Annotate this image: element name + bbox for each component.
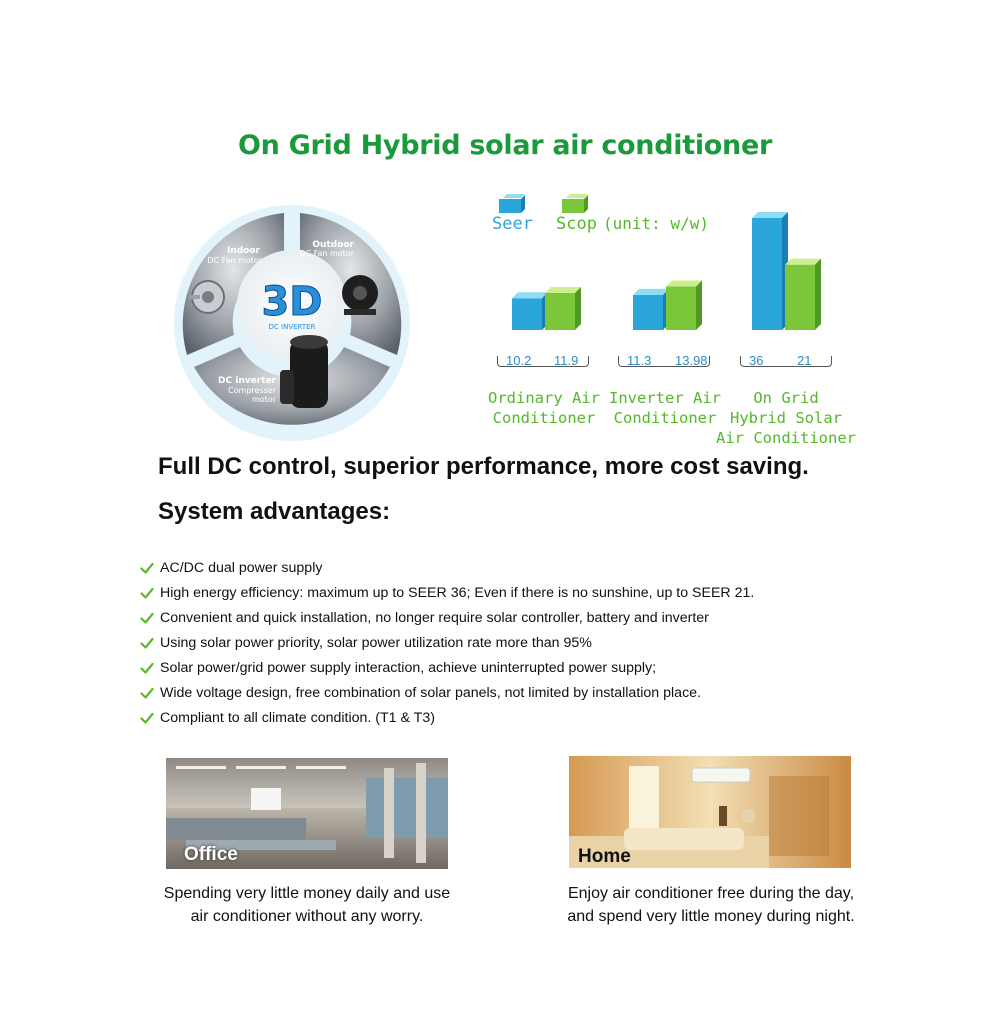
category-label-line: Conditioner	[492, 409, 596, 427]
efficiency-bar-chart	[480, 200, 860, 335]
category-label-line: Hybrid Solar	[730, 409, 842, 427]
advantages-list	[140, 555, 754, 730]
scop-bar	[666, 281, 702, 330]
scop-bar	[785, 259, 821, 330]
advantage-text: High energy efficiency: maximum up to SEER 36; Even if there is no sunshine, up to SEER 21.	[160, 584, 755, 601]
office-caption	[127, 882, 487, 928]
advantage-item	[140, 705, 754, 730]
advantage-item	[140, 680, 754, 705]
seer-bar	[752, 212, 788, 330]
check-icon	[140, 686, 154, 700]
advantage-item	[140, 580, 754, 605]
check-icon	[140, 611, 154, 625]
category-label	[706, 388, 866, 448]
category-label-line: Conditioner	[613, 409, 717, 427]
advantage-text: Wide voltage design, free combination of solar panels, not limited by installation place.	[160, 684, 702, 701]
check-icon	[140, 586, 154, 600]
advantage-text: Using solar power priority, solar power utilization rate more than 95%	[160, 634, 592, 651]
category-label-line: Air Conditioner	[716, 429, 856, 447]
indoor-sublabel: DC Fan motor	[207, 256, 262, 265]
outdoor-sublabel: DC Fan motor	[299, 249, 354, 258]
check-icon	[140, 711, 154, 725]
seer-value-label: 11.3	[627, 353, 652, 368]
advantage-item	[140, 605, 754, 630]
page-title: On Grid Hybrid solar air conditioner	[238, 130, 772, 161]
3d-subtext: DC INVERTER	[268, 323, 316, 331]
advantage-text: Solar power/grid power supply interaction, achieve uninterrupted power supply;	[160, 659, 657, 676]
seer-value-label: 10.2	[506, 353, 532, 368]
home-caption-line-2: and spend very little money during night.	[567, 908, 855, 925]
home-caption-line-1: Enjoy air conditioner free during the day,	[567, 885, 855, 902]
home-photo	[569, 756, 851, 868]
advantages-title: System advantages:	[158, 498, 391, 525]
dc-inverter-wheel	[172, 205, 412, 445]
advantage-item	[140, 630, 754, 655]
office-caption-line-2: air conditioner without any worry.	[190, 908, 424, 925]
compressor-sublabel-1: Compresser	[228, 386, 276, 395]
indoor-label: Indoor	[226, 246, 260, 256]
check-icon	[140, 561, 154, 575]
seer-legend-label: Seer	[492, 214, 533, 234]
home-label: Home	[578, 846, 631, 867]
scop-value-label: 21	[797, 353, 812, 368]
advantage-text: AC/DC dual power supply	[160, 559, 323, 576]
outdoor-motor-icon	[342, 275, 378, 315]
outdoor-label: Outdoor	[312, 240, 354, 250]
advantage-item	[140, 655, 754, 680]
3d-logo: 3D	[261, 279, 323, 325]
advantage-item	[140, 555, 754, 580]
office-caption-line-1: Spending very little money daily and use	[163, 885, 451, 902]
office-label: Office	[184, 844, 238, 865]
seer-bar	[633, 289, 669, 330]
unit-label: (unit: w/w)	[603, 214, 709, 233]
seer-bar	[512, 292, 548, 330]
compressor-sublabel-2: motor	[251, 395, 276, 404]
scop-value-label: 13.98	[675, 353, 708, 368]
scop-value-label: 11.9	[554, 353, 579, 368]
check-icon	[140, 661, 154, 675]
category-label-line: Ordinary Air	[488, 389, 600, 407]
scop-bar	[545, 287, 581, 330]
seer-value-label: 36	[749, 353, 764, 368]
advantage-text: Compliant to all climate condition. (T1 & T3)	[160, 709, 435, 726]
check-icon	[140, 636, 154, 650]
scop-legend-label: Scop	[556, 214, 597, 234]
category-label-line: Inverter Air	[609, 389, 721, 407]
category-label-line: On Grid	[753, 389, 819, 407]
advantage-text: Convenient and quick installation, no longer require solar controller, battery and inverter	[160, 609, 709, 626]
office-photo	[166, 758, 448, 869]
home-caption	[530, 882, 892, 928]
compressor-label: DC inverter	[218, 376, 276, 386]
headline: Full DC control, superior performance, more cost saving.	[158, 453, 809, 480]
